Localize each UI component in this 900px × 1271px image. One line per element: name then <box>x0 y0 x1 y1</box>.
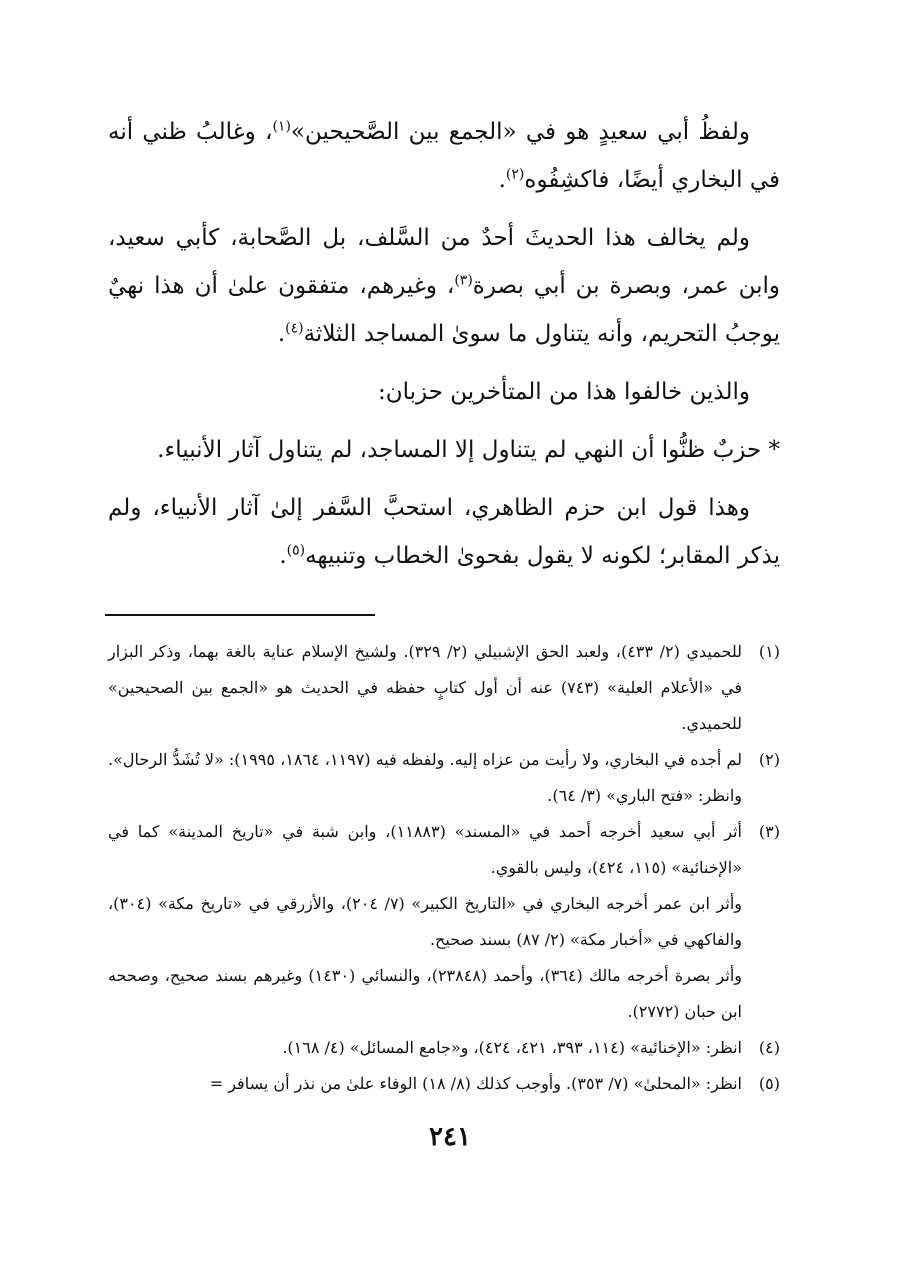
footnote-ref-5[interactable]: (٥) <box>286 542 306 559</box>
footnote-number: (٤) <box>758 1038 780 1057</box>
paragraph-1-text-a: ولفظُ أبي سعيدٍ هو في «الجمع بين الصَّحيحين» <box>290 119 750 145</box>
footnote-5 <box>108 1066 780 1102</box>
paragraph-5 <box>108 484 780 580</box>
footnote-3 <box>108 814 780 1030</box>
footnote-line: وأثر ابن عمر أخرجه البخاري في «التاريخ الكبير» (٧/ ٢٠٤)، والأزرقي في «تاريخ مكة» (٣٠٤)، والفاكهي في «أخبار مكة» (٢/ ٨٧) بسند صحيح. <box>108 894 742 949</box>
footnote-line: انظر: «الإخنائية» (١١٤، ٣٩٣، ٤٢١، ٤٢٤)، و«جامع المسائل» (٤/ ١٦٨). <box>282 1038 742 1057</box>
footnote-2 <box>108 742 780 814</box>
paragraph-1 <box>108 108 780 204</box>
footnote-number: (٣) <box>758 822 780 841</box>
footnote-ref-2[interactable]: (٢) <box>505 166 525 183</box>
footnote-ref-4[interactable]: (٤) <box>285 320 304 337</box>
footnote-line: للحميدي (٢/ ٤٣٣)، ولعبد الحق الإشبيلي (٢/ ٣٢٩). ولشيخ الإسلام عناية بالغة بهما، وذكر البزار في «الأعلام العلية» (٧٤٣) عنه أن أول كتابٍ حفظه في الحديث هو «الجمع بين الصحيحين» للحميدي. <box>108 642 743 733</box>
footnote-number: (١) <box>758 642 780 661</box>
paragraph-5-text-b: . <box>279 543 287 569</box>
paragraph-1-text-b: ، وغالبُ ظني أنه في البخاري أيضًا، فاكشِفُوه <box>108 119 780 193</box>
page-number: ٢٤١ <box>429 1122 471 1152</box>
footnote-ref-3[interactable]: (٣) <box>454 272 473 289</box>
paragraph-4-bullet: * حزبٌ ظنُّوا أن النهي لم يتناول إلا المساجد، لم يتناول آثار الأنبياء. <box>157 437 780 463</box>
footnote-line: لم أجده في البخاري، ولا رأيت من عزاه إليه. ولفظه فيه (١١٩٧، ١٨٦٤، ١٩٩٥): «لا تُشَدُّ الرحال». وانظر: «فتح الباري» (٣/ ٦٤). <box>108 750 743 805</box>
footnote-1 <box>108 634 780 742</box>
footnote-separator <box>105 614 375 616</box>
footnotes <box>108 634 780 1102</box>
footnote-number: (٢) <box>758 750 780 769</box>
paragraph-2-text-b: ، وغيرهم، متفقون علىٰ أن هذا نهيٌ يوجبُ التحريم، وأنه يتناول ما سوىٰ المساجد الثلاثة <box>108 273 780 347</box>
paragraph-2 <box>108 214 780 358</box>
paragraph-5-text-a: وهذا قول ابن حزم الظاهري، استحبَّ السَّفر إلىٰ آثار الأنبياء، ولم يذكر المقابر؛ لكونه لا يقول بفحوىٰ الخطاب وتنبيهه <box>108 495 780 569</box>
footnote-line: أثر أبي سعيد أخرجه أحمد في «المسند» (١١٨٨٣)، وابن شبة في «تاريخ المدينة» كما في «الإخنائية» (١١٥، ٤٢٤)، وليس بالقوي. <box>108 822 743 877</box>
paragraph-3: والذين خالفوا هذا من المتأخرين حزبان: <box>377 379 750 405</box>
paragraph-2-text-a: ولم يخالف هذا الحديثَ أحدٌ من السَّلف، بل الصَّحابة، كأبي سعيد، وابن عمر، وبصرة بن أبي بصرة <box>108 225 781 299</box>
page-content <box>108 108 780 1102</box>
paragraph-2-text-c: . <box>277 321 286 347</box>
footnote-line: انظر: «المحلىٰ» (٧/ ٣٥٣). وأوجب كذلك (٨/ ١٨) الوفاء علىٰ من نذر أن يسافر = <box>209 1074 742 1093</box>
footnote-4 <box>108 1030 780 1066</box>
footnote-number: (٥) <box>758 1074 780 1093</box>
footnote-line: وأثر بصرة أخرجه مالك (٣٦٤)، وأحمد (٢٣٨٤٨)، والنسائي (١٤٣٠) وغيرهم بسند صحيح، وصححه ابن حبان (٢٧٧٢). <box>108 966 743 1021</box>
footnote-ref-1[interactable]: (١) <box>272 118 291 135</box>
paragraph-1-text-c: . <box>498 167 506 193</box>
